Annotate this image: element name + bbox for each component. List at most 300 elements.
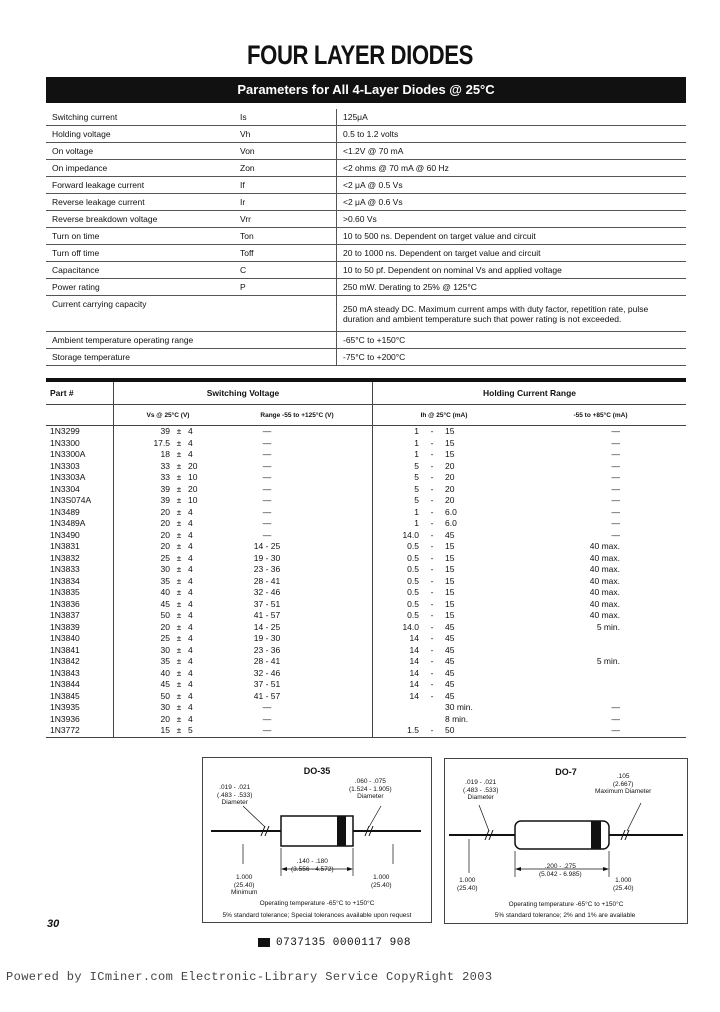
- spacer: [312, 725, 373, 737]
- do7-tolerance-note: 5% standard tolerance; 2% and 1% are available: [494, 912, 636, 919]
- parameter-name: Reverse leakage current: [46, 194, 234, 211]
- tolerance: 4: [188, 644, 193, 655]
- parameter-value: 10 to 500 ns. Dependent on target value and circuit: [337, 228, 687, 245]
- plus-minus: ±: [176, 495, 182, 505]
- holding-current-high: 15: [445, 575, 455, 586]
- holding-current-high: 20: [445, 483, 455, 494]
- parameter-symbol: Von: [234, 143, 337, 160]
- holding-current-low: 0.5: [373, 610, 420, 622]
- parameter-symbol: Is: [234, 109, 337, 126]
- part-number: 1N3844: [50, 679, 80, 689]
- holding-current-low: 1: [373, 518, 420, 530]
- holding-current-range: 40 max.: [589, 564, 620, 574]
- diode-row: [46, 587, 686, 599]
- range-dash: -: [430, 656, 434, 666]
- parameter-name: Turn on time: [46, 228, 234, 245]
- part-number: 1N3303A: [50, 472, 86, 482]
- parameter-symbol: Ton: [234, 228, 337, 245]
- holding-current-high: 45: [445, 529, 455, 540]
- range-dash: -: [430, 633, 434, 643]
- do35-drawing: [203, 758, 431, 922]
- holding-current-range: [515, 668, 686, 680]
- holding-current-high: 20: [445, 472, 455, 482]
- switching-voltage: 39: [114, 495, 171, 507]
- range-dash: -: [430, 621, 434, 632]
- switching-voltage: 35: [114, 656, 171, 668]
- voltage-range: —: [262, 495, 272, 505]
- spacer: [312, 449, 373, 461]
- parameter-value: 20 to 1000 ns. Dependent on target value and circuit: [337, 245, 687, 262]
- holding-current-low: 1: [373, 449, 420, 461]
- range-dash: -: [430, 483, 434, 494]
- voltage-range: 14 - 25: [253, 541, 281, 551]
- holding-current-range: [515, 691, 686, 703]
- footer-copyright: Powered by ICminer.com Electronic-Library Service CopyRight 2003: [6, 970, 493, 984]
- diode-row: [46, 530, 686, 542]
- range-dash: -: [430, 449, 434, 459]
- page-number: 30: [47, 918, 60, 930]
- holding-current-high: 15: [445, 598, 455, 609]
- holding-current-range: 40 max.: [589, 610, 620, 620]
- do7-package-box: [444, 758, 688, 924]
- parameter-row: [46, 262, 686, 279]
- switching-voltage: 33: [114, 472, 171, 484]
- holding-current-high: 15: [445, 610, 455, 620]
- plus-minus: ±: [176, 541, 182, 551]
- do7-temp-note: Operating temperature -65°C to +150°C: [508, 901, 624, 908]
- spacer: [312, 438, 373, 450]
- parameter-row: [46, 109, 686, 126]
- do35-temp-note: Operating temperature -65°C to +150°C: [259, 900, 375, 907]
- tolerance: 4: [188, 621, 193, 632]
- spacer: [312, 599, 373, 611]
- part-number: 1N3772: [50, 725, 80, 735]
- tolerance: 20: [188, 460, 198, 471]
- do35-title: DO-35: [303, 766, 331, 776]
- part-number: 1N3300A: [50, 449, 86, 459]
- holding-current-low: 14: [373, 679, 420, 691]
- diode-row: [46, 599, 686, 611]
- parameter-row: [46, 177, 686, 194]
- holding-current-low: 0.5: [373, 587, 420, 599]
- plus-minus: ±: [176, 679, 182, 689]
- part-number: 1N3300: [50, 437, 80, 448]
- voltage-range: —: [262, 472, 272, 482]
- tolerance: 4: [188, 506, 193, 517]
- holding-current-range: 5 min.: [596, 656, 620, 666]
- tolerance: 4: [188, 541, 193, 551]
- holding-current-range: 40 max.: [589, 575, 620, 586]
- switching-voltage: 39: [114, 426, 171, 438]
- holding-current-low: 14: [373, 668, 420, 680]
- holding-current-high: 15: [445, 587, 455, 597]
- spacer: [312, 633, 373, 645]
- part-number: 1N3935: [50, 702, 80, 712]
- parameter-row: [46, 211, 686, 228]
- range-dash: -: [430, 725, 434, 735]
- range-dash: -: [430, 472, 434, 482]
- header-vs-range: Range -55 to +125°C (V): [222, 405, 373, 426]
- holding-current-high: 15: [445, 552, 455, 563]
- holding-current-high: 45: [445, 690, 455, 701]
- tolerance: 4: [188, 702, 193, 712]
- plus-minus: ±: [176, 633, 182, 643]
- tolerance: 4: [188, 449, 193, 459]
- range-dash: -: [430, 575, 434, 586]
- part-number: 1N3842: [50, 656, 80, 666]
- do7-title: DO-7: [555, 767, 577, 777]
- holding-current-high: 8 min.: [445, 713, 469, 724]
- tolerance: 4: [188, 426, 193, 436]
- part-number: 1N3834: [50, 575, 80, 586]
- do7-lead-diameter: .019 - .021 (.483 - .533) Diameter: [463, 779, 499, 801]
- part-number: 1N3832: [50, 552, 80, 563]
- holding-current-range: —: [611, 449, 620, 459]
- do35-lead-length-left: 1.000 (25.40) Minimum: [231, 874, 258, 896]
- parameter-value: 10 to 50 pf. Dependent on nominal Vs and applied voltage: [337, 262, 687, 279]
- spacer: [312, 530, 373, 542]
- part-number: 1N3831: [50, 541, 80, 551]
- switching-voltage: 30: [114, 564, 171, 576]
- header-ih: Ih @ 25°C (mA): [373, 405, 516, 426]
- parameter-row: [46, 228, 686, 245]
- part-number: 1N3490: [50, 529, 80, 540]
- holding-current-range: —: [611, 472, 620, 482]
- parameter-value: 0.5 to 1.2 volts: [337, 126, 687, 143]
- switching-voltage: 20: [114, 518, 171, 530]
- plus-minus: ±: [176, 575, 182, 586]
- plus-minus: ±: [176, 667, 182, 678]
- holding-current-range: —: [611, 506, 620, 517]
- holding-current-low: 5: [373, 495, 420, 507]
- diode-row: [46, 645, 686, 657]
- plus-minus: ±: [176, 610, 182, 620]
- range-dash: -: [430, 426, 434, 436]
- holding-current-low: 14: [373, 691, 420, 703]
- holding-current-high: 45: [445, 656, 455, 666]
- holding-current-low: 0.5: [373, 564, 420, 576]
- voltage-range: —: [262, 518, 272, 528]
- parameter-symbol: [234, 332, 337, 349]
- tolerance: 4: [188, 679, 193, 689]
- diode-row: [46, 668, 686, 680]
- holding-current-range: —: [611, 495, 620, 505]
- tolerance: 4: [188, 690, 193, 701]
- switching-voltage: 30: [114, 645, 171, 657]
- parameter-row: [46, 160, 686, 177]
- parameter-name: Power rating: [46, 279, 234, 296]
- holding-current-range: 40 max.: [589, 598, 620, 609]
- switching-voltage: 40: [114, 587, 171, 599]
- parameter-symbol: If: [234, 177, 337, 194]
- voltage-range: 23 - 36: [253, 564, 281, 574]
- holding-current-low: 14.0: [373, 530, 420, 542]
- do35-package-box: [202, 757, 432, 923]
- part-number: 1N3840: [50, 633, 80, 643]
- switching-voltage: 50: [114, 610, 171, 622]
- holding-current-range: —: [611, 702, 620, 712]
- diode-row: [46, 541, 686, 553]
- parameter-symbol: P: [234, 279, 337, 296]
- holding-current-range: —: [611, 713, 620, 724]
- do35-lead-diameter: .019 - .021 (.483 - .533) Diameter: [217, 784, 253, 806]
- holding-current-high: 50: [445, 725, 455, 735]
- spacer: [312, 426, 373, 438]
- holding-current-high: 45: [445, 633, 455, 643]
- voltage-range: 28 - 41: [253, 575, 281, 586]
- holding-current-range: —: [611, 725, 620, 735]
- part-number: 1N3836: [50, 598, 80, 609]
- tolerance: 20: [188, 483, 198, 494]
- tolerance: 4: [188, 587, 193, 597]
- diode-row: [46, 610, 686, 622]
- do7-lead-length-right: 1.000 (25.40): [613, 877, 634, 892]
- tolerance: 4: [188, 656, 193, 666]
- spacer: [312, 668, 373, 680]
- parameters-header: Parameters for All 4-Layer Diodes @ 25°C: [46, 77, 686, 103]
- switching-voltage: 18: [114, 449, 171, 461]
- range-dash: [419, 702, 445, 714]
- part-number: 1N3843: [50, 667, 80, 678]
- range-dash: -: [430, 679, 434, 689]
- plus-minus: ±: [176, 472, 182, 482]
- spacer: [312, 518, 373, 530]
- plus-minus: ±: [176, 529, 182, 540]
- range-dash: -: [430, 598, 434, 609]
- holding-current-low: 1.5: [373, 725, 420, 737]
- switching-voltage: 25: [114, 553, 171, 565]
- switching-voltage: 20: [114, 714, 171, 726]
- parameter-symbol: Zon: [234, 160, 337, 177]
- parameter-row: [46, 194, 686, 211]
- header-ih-range: -55 to +85°C (mA): [515, 405, 686, 426]
- holding-current-range: [515, 645, 686, 657]
- parameter-value: -65°C to +150°C: [337, 332, 687, 349]
- plus-minus: ±: [176, 564, 182, 574]
- spacer: [312, 679, 373, 691]
- range-dash: -: [430, 495, 434, 505]
- holding-current-high: 30 min.: [445, 702, 473, 712]
- part-number: 1N3S074A: [50, 495, 92, 505]
- holding-current-low: 14: [373, 633, 420, 645]
- holding-current-range: 5 min.: [596, 621, 620, 632]
- diode-row: [46, 495, 686, 507]
- diode-row: [46, 438, 686, 450]
- part-number: 1N3837: [50, 610, 80, 620]
- voltage-range: —: [262, 460, 272, 471]
- range-dash: -: [430, 529, 434, 540]
- plus-minus: ±: [176, 506, 182, 517]
- diode-row: [46, 426, 686, 438]
- holding-current-low: 5: [373, 472, 420, 484]
- tolerance: 4: [188, 610, 193, 620]
- voltage-range: 37 - 51: [253, 598, 281, 609]
- do35-body-diameter: .060 - .075 (1.524 - 1.905) Diameter: [349, 778, 392, 800]
- parameter-row: [46, 143, 686, 160]
- part-number: 1N3841: [50, 644, 80, 655]
- range-dash: -: [430, 587, 434, 597]
- parameter-name: On impedance: [46, 160, 234, 177]
- switching-voltage: 35: [114, 576, 171, 588]
- spacer: [312, 541, 373, 553]
- tolerance: 4: [188, 564, 193, 574]
- holding-current-low: [373, 714, 420, 726]
- voltage-range: —: [262, 713, 272, 724]
- holding-current-range: —: [611, 529, 620, 540]
- plus-minus: ±: [176, 426, 182, 436]
- switching-voltage: 20: [114, 622, 171, 634]
- spacer: [312, 587, 373, 599]
- holding-current-range: [515, 633, 686, 645]
- switching-voltage: 40: [114, 668, 171, 680]
- parameter-name: Forward leakage current: [46, 177, 234, 194]
- voltage-range: 41 - 57: [253, 690, 281, 701]
- diode-row: [46, 576, 686, 588]
- range-dash: -: [430, 552, 434, 563]
- voltage-range: 23 - 36: [253, 644, 281, 655]
- switching-voltage: 20: [114, 507, 171, 519]
- diode-row: [46, 714, 686, 726]
- parameter-symbol: [234, 349, 337, 366]
- switching-voltage: 50: [114, 691, 171, 703]
- parameter-value: -75°C to +200°C: [337, 349, 687, 366]
- holding-current-low: 0.5: [373, 576, 420, 588]
- switching-voltage: 20: [114, 530, 171, 542]
- parameter-name: Holding voltage: [46, 126, 234, 143]
- spacer: [312, 495, 373, 507]
- holding-current-high: 45: [445, 679, 455, 689]
- switching-voltage: 25: [114, 633, 171, 645]
- holding-current-low: 1: [373, 426, 420, 438]
- holding-current-range: 40 max.: [589, 587, 620, 597]
- spacer: [312, 553, 373, 565]
- plus-minus: ±: [176, 644, 182, 655]
- tolerance: 4: [188, 713, 193, 724]
- do35-tolerance-note: 5% standard tolerance; Special tolerances available upon request: [222, 912, 412, 919]
- holding-current-range: —: [611, 518, 620, 528]
- diode-row: [46, 518, 686, 530]
- plus-minus: ±: [176, 460, 182, 471]
- holding-current-high: 45: [445, 667, 455, 678]
- diodes-table: [46, 378, 686, 738]
- parameter-row: [46, 245, 686, 262]
- diode-row: [46, 691, 686, 703]
- parameter-symbol: Toff: [234, 245, 337, 262]
- parameter-row: [46, 349, 686, 366]
- holding-current-high: 6.0: [445, 506, 457, 517]
- switching-voltage: 39: [114, 484, 171, 496]
- barcode-text: 0737135 0000117 908: [276, 937, 411, 949]
- spacer: [312, 610, 373, 622]
- diode-row: [46, 472, 686, 484]
- tolerance: 4: [188, 437, 193, 448]
- parameter-symbol: Vrr: [234, 211, 337, 228]
- holding-current-high: 45: [445, 621, 455, 632]
- diode-row: [46, 656, 686, 668]
- parameter-symbol: [234, 296, 337, 332]
- voltage-range: 41 - 57: [253, 610, 281, 620]
- voltage-range: 19 - 30: [253, 633, 281, 643]
- plus-minus: ±: [176, 702, 182, 712]
- parameter-value: 250 mA steady DC. Maximum current amps with duty factor, repetition rate, pulse duration and ambient temperature such that power rating is not exceeded.: [337, 296, 687, 332]
- spacer: [312, 484, 373, 496]
- voltage-range: 28 - 41: [253, 656, 281, 666]
- plus-minus: ±: [176, 483, 182, 494]
- holding-current-low: 14: [373, 645, 420, 657]
- parameter-name: Capacitance: [46, 262, 234, 279]
- do7-body-length: .200 - .275 (5.042 - 6.985): [539, 863, 582, 878]
- holding-current-low: 5: [373, 484, 420, 496]
- part-number: 1N3299: [50, 426, 80, 436]
- spacer: [312, 507, 373, 519]
- plus-minus: ±: [176, 690, 182, 701]
- do7-lead-length-left: 1.000 (25.40): [457, 877, 478, 892]
- plus-minus: ±: [176, 587, 182, 597]
- tolerance: 4: [188, 552, 193, 563]
- parameter-symbol: C: [234, 262, 337, 279]
- switching-voltage: 15: [114, 725, 171, 737]
- voltage-range: 19 - 30: [253, 552, 281, 563]
- holding-current-high: 20: [445, 460, 455, 471]
- holding-current-high: 15: [445, 564, 455, 574]
- parameter-value: <2 ohms @ 70 mA @ 60 Hz: [337, 160, 687, 177]
- voltage-range: 37 - 51: [253, 679, 281, 689]
- range-dash: -: [430, 460, 434, 471]
- spacer: [312, 645, 373, 657]
- holding-current-low: 0.5: [373, 553, 420, 565]
- part-number: 1N3839: [50, 621, 80, 632]
- diode-row: [46, 507, 686, 519]
- voltage-range: 32 - 46: [253, 587, 281, 597]
- parameter-name: On voltage: [46, 143, 234, 160]
- parameter-name: Storage temperature: [46, 349, 234, 366]
- diode-row: [46, 702, 686, 714]
- part-number: 1N3845: [50, 690, 80, 701]
- plus-minus: ±: [176, 713, 182, 724]
- holding-current-range: [515, 679, 686, 691]
- plus-minus: ±: [176, 621, 182, 632]
- holding-current-range: 40 max.: [589, 541, 620, 551]
- plus-minus: ±: [176, 656, 182, 666]
- diode-row: [46, 622, 686, 634]
- parameter-value: <1.2V @ 70 mA: [337, 143, 687, 160]
- tolerance: 4: [188, 667, 193, 678]
- voltage-range: —: [262, 437, 272, 448]
- holding-current-range: 40 max.: [589, 552, 620, 563]
- parameter-name: Switching current: [46, 109, 234, 126]
- header-vs: Vs @ 25°C (V): [114, 405, 223, 426]
- page-title: FOUR LAYER DIODES: [247, 40, 473, 70]
- parameter-row: [46, 126, 686, 143]
- part-number: 1N3489: [50, 506, 80, 517]
- switching-voltage: 20: [114, 541, 171, 553]
- holding-current-high: 15: [445, 426, 455, 436]
- header-part: Part #: [46, 380, 114, 405]
- switching-voltage: 45: [114, 679, 171, 691]
- parameter-value: 250 mW. Derating to 25% @ 125°C: [337, 279, 687, 296]
- do7-body-diameter: .105 (2.667) Maximum Diameter: [595, 773, 652, 795]
- range-dash: -: [430, 644, 434, 655]
- tolerance: 5: [188, 725, 193, 735]
- switching-voltage: 33: [114, 461, 171, 473]
- parameter-value: 125μA: [337, 109, 687, 126]
- holding-current-range: —: [611, 483, 620, 494]
- voltage-range: —: [262, 426, 272, 436]
- diode-row: [46, 461, 686, 473]
- parameter-symbol: Vh: [234, 126, 337, 143]
- holding-current-low: [373, 702, 420, 714]
- holding-current-high: 15: [445, 449, 455, 459]
